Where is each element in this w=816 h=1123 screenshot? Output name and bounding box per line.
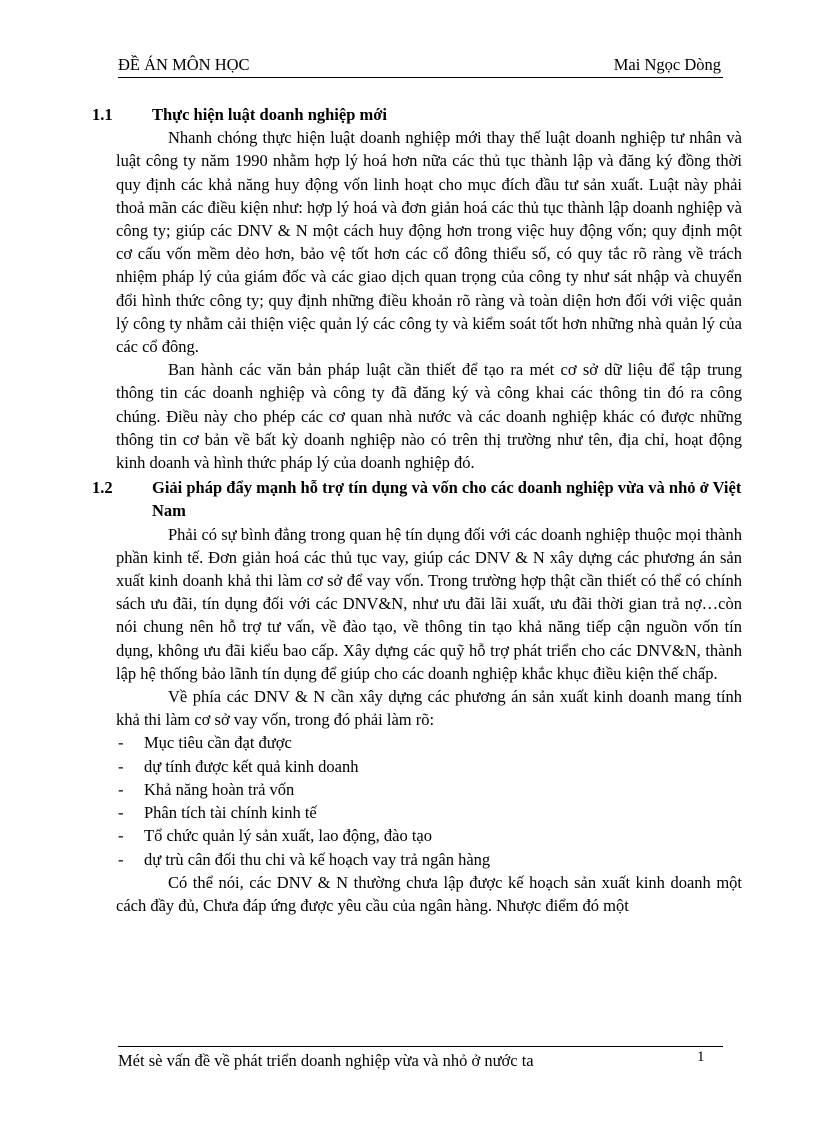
list-item: - Mục tiêu cần đạt được (118, 733, 292, 753)
paragraph: Phải có sự bình đẳng trong quan hệ tín dụng đối với các doanh nghiệp thuộc mọi thành phần kinh tế. Đơn giản hoá các thủ tục vay, giúp các DNV & N xây dựng các phương án sản xuất kinh doanh khả thi làm cơ sở để vay vốn. Trong trường hợp thật cần thiết có thể có chính sách ưu đãi, tín dụng đối với các DNV&N, như ưu đãi lãi xuất, ưu đãi thời gian trả nợ…còn nói chung nên hỗ trợ tư vấn, về đào tạo, về thông tin tạo khả năng tiếp cận nguồn vốn tín dụng, không ưu đãi kiểu bao cấp. Xây dựng các quỹ hỗ trợ phát triển cho các DNV&N, thành lập hệ thống bảo lãnh tín dụng để giúp cho các doanh nghiệp khắc khục điều kiện thế chấp. (116, 524, 742, 683)
list-item: - dự tính được kết quả kinh doanh (118, 756, 359, 776)
page-header (118, 55, 723, 78)
paragraph: Về phía các DNV & N cần xây dựng các phương án sản xuất kinh doanh mang tính khả thi làm cơ sở vay vốn, trong đó phải làm rõ: (116, 687, 742, 730)
paragraph: Ban hành các văn bản pháp luật cần thiết để tạo ra mét cơ sở dữ liệu để tập trung thông tin các doanh nghiệp và công ty đã đăng ký và công khai các thông tin đó ra công chúng. Điều này cho phép các cơ quan nhà nước và các doanh nghiệp khác có được những thông tin cơ bản về bất kỳ doanh nghiệp nào có trên thị trường như tên, địa chỉ, hoạt động kinh doanh và hình thức pháp lý của doanh nghiệp đó. (116, 360, 742, 473)
list-item: - dự trù cân đối thu chi và kế hoạch vay trả ngân hàng (118, 849, 491, 869)
section-title: Giải pháp đẩy mạnh hỗ trợ tín dụng và vốn cho các doanh nghiệp vừa và nhỏ ở Việt Nam (152, 478, 742, 521)
footer-document-title: Mét sè vấn đề về phát triển doanh nghiệp vừa và nhỏ ở nước ta (118, 1051, 534, 1070)
section-number: 1.2 (92, 478, 113, 498)
list-item: - Khả năng hoàn trả vốn (118, 779, 295, 799)
page-footer (118, 1046, 723, 1071)
paragraph: Có thể nói, các DNV & N thường chưa lập được kế hoạch sản xuất kinh doanh một cách đầy đủ, Chưa đáp ứng được yêu cầu của ngân hàng. Nhược điểm đó một (116, 872, 742, 915)
section-number: 1.1 (92, 105, 113, 124)
section-title: Thực hiện luật doanh nghiệp mới (152, 105, 387, 124)
paragraph: Nhanh chóng thực hiện luật doanh nghiệp mới thay thế luật doanh nghiệp tư nhân và luật công ty năm 1990 nhằm hợp lý hoá hơn nữa các thủ tục thành lập và đăng ký đồng thời quy định các khả năng huy động vốn linh hoạt cho mục đích đầu tư sản xuất. Luật này phải thoả mãn các điều kiện như: hợp lý hoá và đơn giản hoá các thủ tục thành lập doanh nghiệp và công ty; giúp các DNV & N một cách huy động hơn trong việc huy động vốn; quy định một cơ cấu vốn mềm dẻo hơn, bảo vệ tốt hơn các cổ đông thiểu số, có quy tắc rõ ràng về trách nhiệm pháp lý của giám đốc và các giao dịch quan trọng của công ty như sát nhập và chuyển đổi hình thức công ty; quy định những điều khoản rõ ràng và toàn diện hơn đối với việc quản lý công ty nhằm cải thiện việc quản lý các công ty và kiểm soát tốt hơn những nhà quản lý của các cổ đông. (116, 128, 742, 357)
list-item: - Tổ chức quản lý sản xuất, lao động, đào tạo (118, 826, 432, 846)
list-item: - Phân tích tài chính kinh tế (118, 803, 317, 823)
document-body (92, 103, 742, 917)
section-heading (92, 476, 742, 522)
requirements-list (92, 731, 742, 870)
page-number: 1 (697, 1049, 705, 1065)
section-heading (92, 103, 742, 126)
header-author: Mai Ngọc Dòng (613, 55, 721, 74)
header-course-title: ĐỀ ÁN MÔN HỌC (118, 55, 250, 74)
